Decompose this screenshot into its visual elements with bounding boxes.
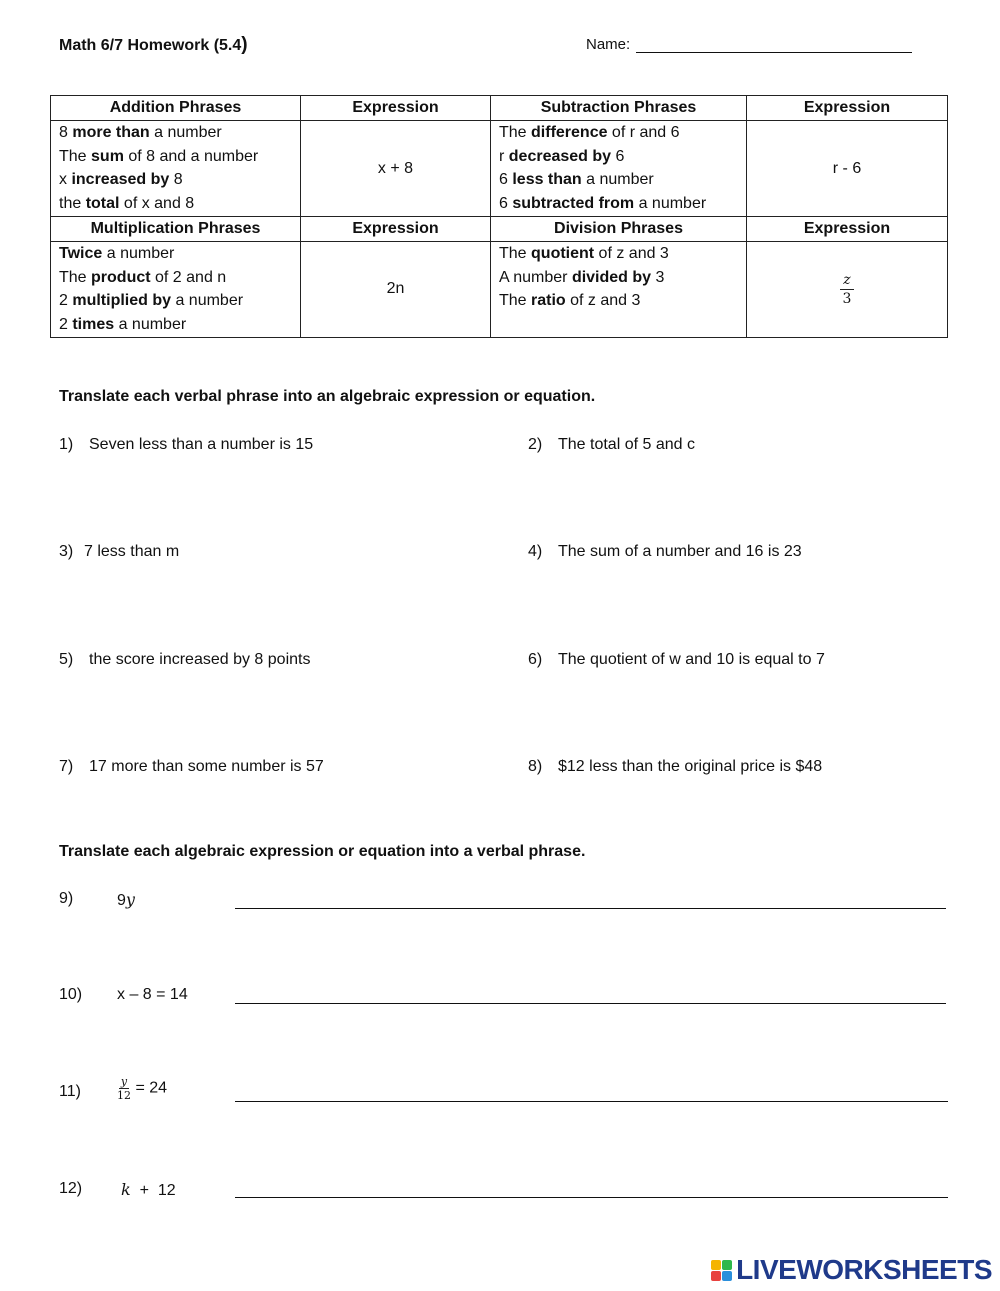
question-8: 8) $12 less than the original price is $48 [528, 758, 823, 775]
question-7: 7) 17 more than some number is 57 [59, 758, 324, 775]
header-subtraction-phrases: Subtraction Phrases [491, 96, 747, 121]
table-row [51, 241, 948, 337]
answer-line-12[interactable] [235, 1197, 948, 1198]
fraction-z-over-3: $\frac{z}{3}$ [840, 273, 853, 306]
logo-block [711, 1271, 721, 1281]
table-row [51, 121, 948, 217]
phrase-line: The difference of r and 6 [499, 124, 680, 141]
phrase-line: r decreased by 6 [499, 147, 625, 165]
answer-line-9[interactable] [235, 908, 946, 909]
multiplication-expression-cell: 2n [301, 241, 491, 337]
header-expression: Expression [747, 216, 948, 241]
section1-instruction: Translate each verbal phrase into an algebraic expression or equation. [59, 388, 596, 405]
phrases-reference-table [50, 95, 948, 338]
phrase-line: 8 more than a number [59, 124, 222, 141]
division-expression-cell [747, 241, 948, 337]
header-expression: Expression [301, 216, 491, 241]
question-11: 11) $\frac{y}{12}$ = 24 [59, 1075, 168, 1102]
phrase-line: 2 multiplied by a number [59, 292, 244, 310]
question-5: 5) the score increased by 8 points [59, 651, 311, 668]
header-expression: Expression [747, 96, 948, 121]
phrase-line: 6 less than a number [499, 171, 654, 189]
phrase-line: The ratio of z and 3 [499, 292, 641, 310]
logo-block [711, 1260, 721, 1270]
question-12: 12) k + 12 [59, 1180, 176, 1199]
phrase-line: A number divided by 3 [499, 268, 665, 286]
multiplication-phrases-cell [51, 241, 301, 337]
answer-line-10[interactable] [235, 1003, 946, 1004]
phrase-line: Twice a number [59, 244, 175, 262]
header-addition-phrases: Addition Phrases [51, 96, 301, 121]
header-expression: Expression [301, 96, 491, 121]
phrase-line: x increased by 8 [59, 171, 183, 189]
question-2: 2) The total of 5 and c [528, 436, 695, 453]
phrase-line: 6 subtracted from a number [499, 195, 707, 213]
header-multiplication-phrases: Multiplication Phrases [51, 216, 301, 241]
name-label: Name: [586, 36, 631, 53]
subtraction-expression-cell: r - 6 [747, 121, 948, 217]
division-phrases-cell [491, 241, 747, 337]
addition-expression-cell: x + 8 [301, 121, 491, 217]
question-6: 6) The quotient of w and 10 is equal to 7 [528, 651, 825, 668]
expression-k-plus-12: k + 12 [121, 1180, 176, 1199]
phrase-line: 2 times a number [59, 315, 187, 333]
question-10: 10) x – 8 = 14 [59, 986, 188, 1003]
answer-line-11[interactable] [235, 1101, 948, 1102]
addition-phrases-cell [51, 121, 301, 217]
header-division-phrases: Division Phrases [491, 216, 747, 241]
logo-text: LIVEWORKSHEETS [736, 1254, 992, 1285]
question-1: 1) Seven less than a number is 15 [59, 436, 314, 453]
question-3: 3) 7 less than m [59, 543, 180, 560]
table-header-row [51, 96, 948, 121]
name-input-line[interactable] [636, 52, 912, 53]
phrase-line: the total of x and 8 [59, 195, 195, 213]
table-header-row [51, 216, 948, 241]
phrase-line: The quotient of z and 3 [499, 244, 669, 262]
question-9: 9) 9y [59, 890, 135, 909]
logo-blocks-icon [711, 1260, 732, 1281]
liveworksheets-logo [711, 1254, 992, 1286]
expression-y-over-12: $\frac{y}{12}$ = 24 [117, 1075, 168, 1102]
logo-block [722, 1271, 732, 1281]
logo-block [722, 1260, 732, 1270]
question-4: 4) The sum of a number and 16 is 23 [528, 543, 802, 560]
phrase-line: The product of 2 and n [59, 268, 227, 286]
subtraction-phrases-cell [491, 121, 747, 217]
phrase-line: The sum of 8 and a number [59, 147, 259, 165]
page-title: Math 6/7 Homework (5.4) [59, 34, 248, 55]
section2-instruction: Translate each algebraic expression or equation into a verbal phrase. [59, 843, 586, 860]
expression-9y: 9y [117, 890, 135, 909]
